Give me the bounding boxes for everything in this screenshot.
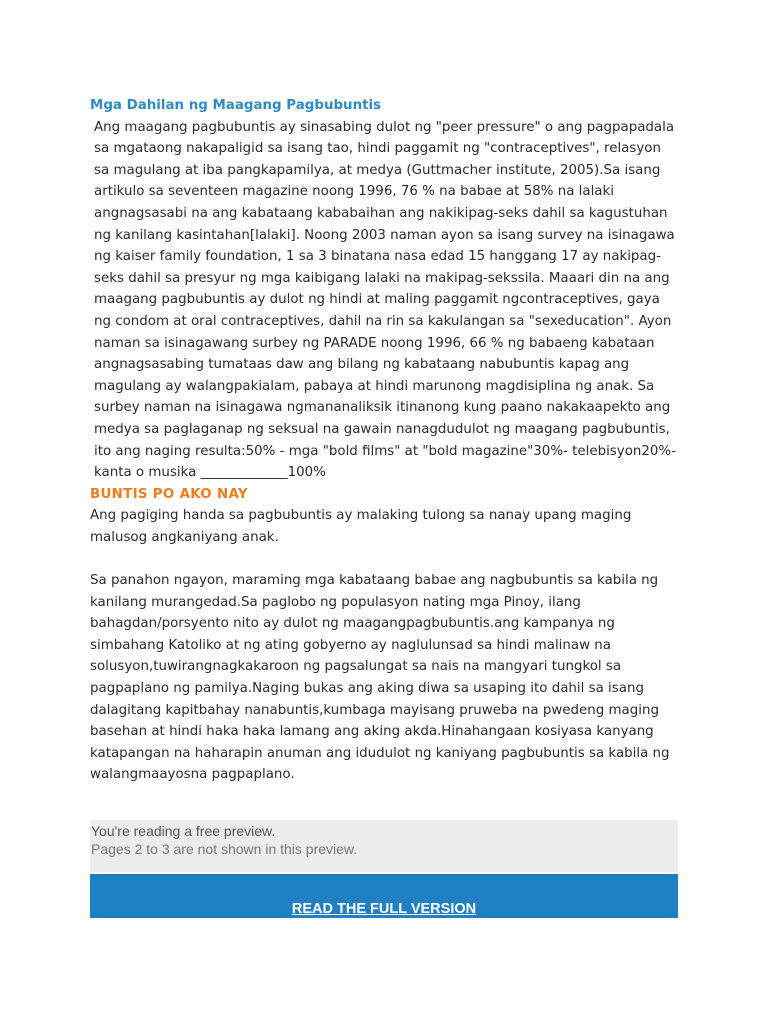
- preview-notice-line: You're reading a free preview.: [91, 823, 276, 839]
- paragraph-spacer: [90, 548, 680, 570]
- read-full-version-link[interactable]: READ THE FULL VERSION: [291, 901, 477, 917]
- read-full-version-banner[interactable]: [90, 874, 678, 918]
- preview-pages-note: Pages 2 to 3 are not shown in this preview.: [91, 841, 358, 857]
- document-title: Mga Dahilan ng Maagang Pagbubuntis: [90, 98, 382, 113]
- paragraph-1: Ang maagang pagbubuntis ay sinasabing dulot ng "peer pressure" o ang pagpapadala sa mgataong nakapaligid sa isang tao, hindi paggamit ng "contraceptives", relasyon sa magulang at iba pangkapamilya, at medya (Guttmacher institute, 2005).Sa isang artikulo sa seventeen magazine noong 1996, 76 % na babae at 58% na lalaki angnagsasabi na ang kabataang kababaihan ang nakikipag-seks dahil sa kagustuhan ng kanilang kasintahan[lalaki]. Noong 2003 naman ayon sa isang survey na isinagawa ng kaiser family foundation, 1 sa 3 binatana nasa edad 15 hanggang 17 ay nakipag-seks dahil sa presyur ng mga kaibigang lalaki na makipag-sekssila. Maaari din na ang maagang pagbubuntis ay dulot ng hindi at maling paggamit ngcontraceptives, gaya ng condom at oral contraceptives, dahil na rin sa kakulangan sa "sexeducation". Ayon naman sa isinagawang surbey ng PARADE noong 1996, 66 % ng babaeng kabataan angnagsasabing tumataas daw ang bilang ng kabataang nabubuntis kapag ang magulang ay walangpakialam, pabaya at hindi marunong magdisiplina ng anak. Sa surbey naman na isinagawa ngmananaliksik itinanong kung paano nakakaapekto ang medya sa paglaganap ng seksual na gawain nanagdudulot ng maagang pagbubuntis, ito ang naging resulta:50% - mga "bold films" at "bold magazine"30%- telebisyon20%- kanta o musika _____________100%: [94, 119, 676, 481]
- section-heading: BUNTIS PO AKO NAY: [90, 486, 248, 502]
- free-preview-notice: [90, 820, 678, 872]
- paragraph-2: Ang pagiging handa sa pagbubuntis ay malaking tulong sa nanay upang maging malusog angkaniyang anak.: [90, 508, 632, 545]
- paragraph-3: Sa panahon ngayon, maraming mga kabataang babae ang nagbubuntis sa kabila ng kanilang murangedad.Sa paglobo ng populasyon nating mga Pinoy, ilang bahagdan/porsyento nito ay dulot ng maagangpagbubuntis.ang kampanya ng simbahang Katoliko at ng ating gobyerno ay naglulunsad sa hindi malinaw na solusyon,tuwirangnagkakaroon ng pagsalungat sa nais na mangyari tungkol sa pagpaplano ng pamilya.Naging bukas ang aking diwa sa usaping ito dahil sa isang dalagitang kapitbahay nanabuntis,kumbaga mayisang pruweba na pwedeng maging basehan at hindi haka haka lamang ang aking akda.Hinahangaan kosiyasa kanyang katapangan na haharapin anuman ang idudulot ng kaniyang pagbubuntis sa kabila ng walangmaayosna pagpaplano.: [90, 573, 670, 783]
- document-body: [90, 95, 680, 786]
